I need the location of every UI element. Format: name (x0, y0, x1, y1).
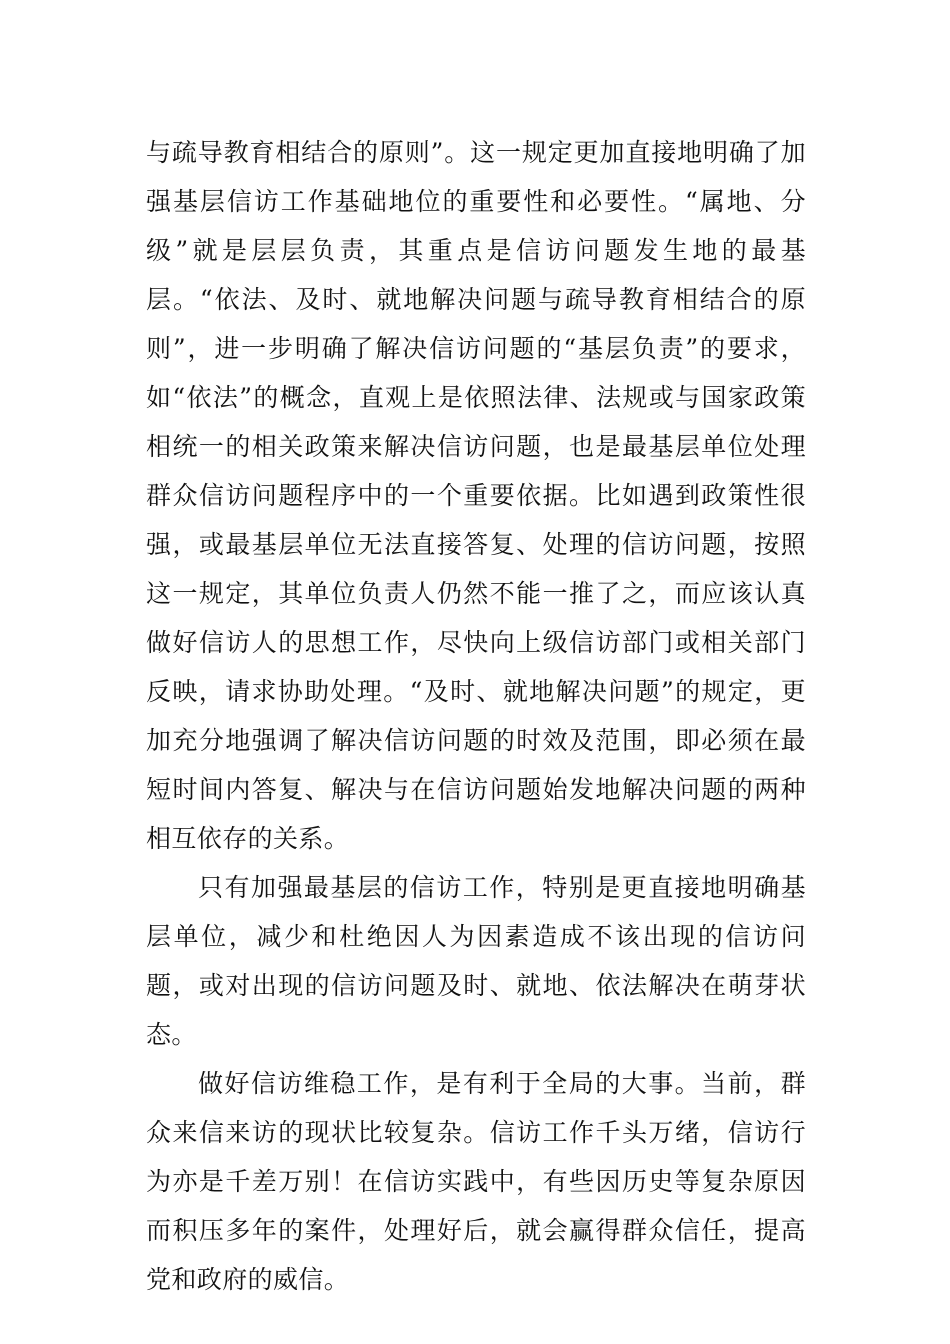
paragraph-1: 与疏导教育相结合的原则”。这一规定更加直接地明确了加强基层信访工作基础地位的重要性和必要性。“属地、分级”就是层层负责，其重点是信访问题发生地的最基层。“依法、及时、就地解决问题与疏导教育相结合的原则”，进一步明确了解决信访问题的“基层负责”的要求，如“依法”的概念，直观上是依照法律、法规或与国家政策相统一的相关政策来解决信访问题，也是最基层单位处理群众信访问题程序中的一个重要依据。比如遇到政策性很强，或最基层单位无法直接答复、处理的信访问题，按照这一规定，其单位负责人仍然不能一推了之，而应该认真做好信访人的思想工作，尽快向上级信访部门或相关部门反映，请求协助处理。“及时、就地解决问题”的规定，更加充分地强调了解决信访问题的时效及范围，即必须在最短时间内答复、解决与在信访问题始发地解决问题的两种相互依存的关系。 (146, 138, 806, 853)
document-body (146, 128, 806, 1304)
paragraph-3: 做好信访维稳工作，是有利于全局的大事。当前，群众来信来访的现状比较复杂。信访工作千头万绪，信访行为亦是千差万别！在信访实践中，有些因历史等复杂原因而积压多年的案件，处理好后，就会赢得群众信任，提高党和政府的威信。 (146, 1069, 806, 1294)
paragraph-2: 只有加强最基层的信访工作，特别是更直接地明确基层单位，减少和杜绝因人为因素造成不该出现的信访问题，或对出现的信访问题及时、就地、依法解决在萌芽状态。 (146, 873, 806, 1049)
